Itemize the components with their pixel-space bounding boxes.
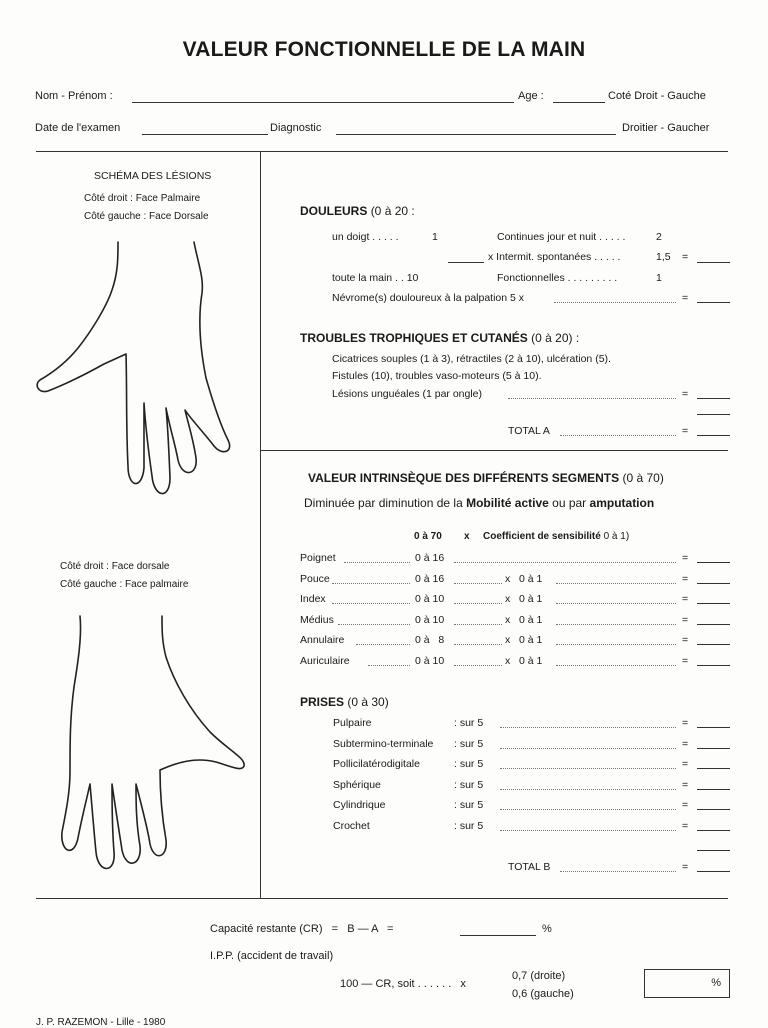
dot-leader bbox=[454, 562, 676, 563]
dot-leader bbox=[556, 583, 676, 584]
ipp-result-box[interactable] bbox=[644, 969, 730, 998]
troubles-extra-field[interactable] bbox=[697, 414, 730, 415]
prises-title: PRISES bbox=[300, 695, 345, 709]
cote-label: Coté Droit - Gauche bbox=[608, 90, 706, 102]
dot-leader bbox=[500, 748, 676, 749]
prise-name: Subtermino-terminale bbox=[333, 737, 434, 750]
equals-sign: = bbox=[682, 778, 689, 791]
col-head-coef-range: 0 à 1) bbox=[603, 531, 630, 542]
prise-sur: : sur 5 bbox=[454, 717, 484, 729]
troubles-line2: Fistules (10), troubles vaso-moteurs (5 à 10). bbox=[332, 370, 542, 382]
prise-sur: : sur 5 bbox=[454, 758, 484, 771]
douleurs-main: toute la main . . 10 bbox=[332, 272, 419, 284]
douleurs-fonctionnelles-value: 1 bbox=[656, 272, 662, 284]
equals-sign: = bbox=[682, 572, 689, 585]
douleurs-heading bbox=[300, 204, 415, 218]
dot-leader bbox=[332, 583, 410, 584]
segment-range: 0 à 10 bbox=[415, 593, 445, 606]
dot-leader bbox=[556, 644, 676, 645]
douleurs-fonctionnelles: Fonctionnelles . . . . . . . . . bbox=[497, 272, 618, 284]
capacite-field[interactable] bbox=[460, 935, 536, 936]
prise-sur: : sur 5 bbox=[454, 737, 484, 750]
segments-range: (0 à 70) bbox=[622, 471, 664, 485]
segment-name: Pouce bbox=[300, 572, 330, 585]
prises-range: (0 à 30) bbox=[347, 695, 389, 709]
prise-result-field[interactable] bbox=[697, 789, 730, 790]
prise-name: Pollicilatérodigitale bbox=[333, 758, 420, 771]
douleurs-continues: Continues jour et nuit . . . . . bbox=[497, 231, 626, 243]
equals-sign: = bbox=[682, 799, 689, 812]
segment-result-field[interactable] bbox=[697, 624, 730, 625]
equals-sign: = bbox=[682, 613, 689, 626]
dot-leader bbox=[338, 624, 410, 625]
subtitle-pre: Diminuée par diminution de la bbox=[304, 496, 463, 510]
equals-sign: = bbox=[682, 425, 689, 437]
prise-result-field[interactable] bbox=[697, 727, 730, 728]
prise-sur: : sur 5 bbox=[454, 778, 484, 791]
prise-sur: : sur 5 bbox=[454, 799, 484, 812]
dot-leader bbox=[454, 603, 502, 604]
dot-leader bbox=[368, 665, 410, 666]
capacite-label: Capacité restante (CR) = B — A = bbox=[210, 923, 394, 935]
troubles-title: TROUBLES TROPHIQUES ET CUTANÉS bbox=[300, 331, 528, 345]
douleurs-doigt-value: 1 bbox=[432, 231, 438, 243]
dot-leader bbox=[500, 809, 676, 810]
segment-result-field[interactable] bbox=[697, 583, 730, 584]
equals-sign: = bbox=[682, 717, 689, 729]
troubles-result-field[interactable] bbox=[697, 398, 730, 399]
douleurs-doigt: un doigt . . . . . bbox=[332, 231, 399, 243]
schema-top-line1: Côté droit : Face Palmaire bbox=[84, 193, 201, 204]
equals-sign: = bbox=[682, 655, 689, 667]
equals-sign: = bbox=[682, 388, 689, 400]
douleurs-title: DOULEURS bbox=[300, 204, 368, 218]
segment-range: 0 à 16 bbox=[415, 552, 445, 564]
capacite-percent: % bbox=[542, 923, 552, 935]
dot-leader bbox=[508, 398, 676, 399]
equals-sign: = bbox=[682, 820, 689, 832]
col-head-coef-label: Coefficient de sensibilité bbox=[483, 531, 601, 542]
equals-sign: = bbox=[682, 292, 689, 304]
total-b-label: TOTAL B bbox=[508, 861, 551, 873]
total-a-label: TOTAL A bbox=[508, 425, 550, 437]
segment-range: 0 à 8 bbox=[415, 634, 445, 647]
segment-result-field[interactable] bbox=[697, 603, 730, 604]
date-field[interactable] bbox=[142, 134, 268, 135]
segment-coef: x 0 à 1 bbox=[505, 655, 543, 667]
prise-name: Sphérique bbox=[333, 778, 381, 791]
credit: J. P. RAZEMON - Lille - 1980 bbox=[36, 1017, 166, 1028]
segment-name: Annulaire bbox=[300, 634, 345, 647]
equals-sign: = bbox=[682, 552, 689, 564]
prises-extra-field[interactable] bbox=[697, 850, 730, 851]
douleurs-intermit: x Intermit. spontanées . . . . . bbox=[488, 251, 621, 263]
dot-leader bbox=[556, 665, 676, 666]
segment-range: 0 à 16 bbox=[415, 572, 445, 585]
segments-heading bbox=[308, 471, 664, 485]
segment-range: 0 à 10 bbox=[415, 613, 445, 626]
date-label: Date de l'examen bbox=[35, 122, 121, 134]
col-head-x: x bbox=[464, 531, 470, 542]
nom-field[interactable] bbox=[132, 102, 514, 103]
segment-name: Index bbox=[300, 593, 326, 606]
troubles-range: (0 à 20) : bbox=[531, 331, 580, 345]
segment-coef: x 0 à 1 bbox=[505, 572, 543, 585]
subtitle-mid: ou par bbox=[552, 496, 587, 510]
age-field[interactable] bbox=[553, 102, 605, 103]
dot-leader bbox=[500, 768, 676, 769]
header-divider bbox=[36, 151, 728, 152]
segment-result-field[interactable] bbox=[697, 562, 730, 563]
ipp-result-percent: % bbox=[711, 977, 721, 989]
hand-outline-icon bbox=[30, 238, 240, 503]
dot-leader bbox=[356, 644, 410, 645]
troubles-line1: Cicatrices souples (1 à 3), rétractiles (2 à 10), ulcération (5). bbox=[332, 353, 611, 365]
segment-result-field[interactable] bbox=[697, 665, 730, 666]
douleurs-nevrome: Névrome(s) douloureux à la palpation 5 x bbox=[332, 292, 525, 304]
hand-outline-dorsal-icon bbox=[30, 612, 260, 880]
prise-name: Crochet bbox=[333, 820, 370, 832]
prise-result-field[interactable] bbox=[697, 768, 730, 769]
col-head-coef bbox=[483, 531, 629, 542]
age-label: Age : bbox=[518, 90, 544, 102]
dot-leader bbox=[454, 583, 502, 584]
douleurs-intermit-value: 1,5 bbox=[656, 251, 671, 263]
schema-bottom-line2: Côté gauche : Face palmaire bbox=[60, 579, 189, 590]
prise-name: Pulpaire bbox=[333, 717, 372, 729]
prise-name: Cylindrique bbox=[333, 799, 386, 812]
segment-name: Poignet bbox=[300, 552, 336, 564]
schema-title: SCHÉMA DES LÉSIONS bbox=[94, 170, 212, 182]
footer-divider bbox=[36, 898, 728, 899]
ipp-gauche: 0,6 (gauche) bbox=[512, 988, 574, 1000]
troubles-heading bbox=[300, 331, 579, 345]
prise-sur: : sur 5 bbox=[454, 820, 484, 832]
dot-leader bbox=[556, 624, 676, 625]
douleurs-result-field-1[interactable] bbox=[697, 262, 730, 263]
diagnostic-field[interactable] bbox=[336, 134, 616, 135]
section-divider bbox=[260, 450, 728, 451]
prise-result-field[interactable] bbox=[697, 748, 730, 749]
douleurs-range: (0 à 20 : bbox=[370, 204, 415, 218]
dot-leader bbox=[344, 562, 410, 563]
prise-result-field[interactable] bbox=[697, 830, 730, 831]
troubles-line3: Lésions unguéales (1 par ongle) bbox=[332, 388, 483, 400]
equals-sign: = bbox=[682, 634, 689, 647]
douleurs-type-field[interactable] bbox=[448, 262, 484, 263]
segment-name: Médius bbox=[300, 613, 334, 626]
subtitle-amputation: amputation bbox=[589, 496, 655, 510]
douleurs-continues-value: 2 bbox=[656, 231, 662, 243]
ipp-label: I.P.P. (accident de travail) bbox=[210, 950, 334, 962]
prise-result-field[interactable] bbox=[697, 809, 730, 810]
segment-result-field[interactable] bbox=[697, 644, 730, 645]
column-divider bbox=[260, 151, 261, 899]
segments-title: VALEUR INTRINSÈQUE DES DIFFÉRENTS SEGMENTS bbox=[308, 471, 620, 485]
total-b-field[interactable] bbox=[697, 871, 730, 872]
dot-leader bbox=[500, 727, 676, 728]
dot-leader bbox=[560, 435, 676, 436]
segment-coef: x 0 à 1 bbox=[505, 634, 543, 647]
dot-leader bbox=[560, 871, 676, 872]
dot-leader bbox=[454, 665, 502, 666]
segments-subtitle bbox=[304, 496, 654, 510]
diagnostic-label: Diagnostic bbox=[270, 122, 322, 134]
prises-heading bbox=[300, 695, 389, 709]
dot-leader bbox=[500, 789, 676, 790]
total-a-field[interactable] bbox=[697, 435, 730, 436]
nom-label: Nom - Prénom : bbox=[35, 90, 113, 102]
equals-sign: = bbox=[682, 251, 689, 263]
ipp-formula: 100 — CR, soit . . . . . . x bbox=[340, 978, 466, 990]
segment-name: Auriculaire bbox=[300, 655, 350, 667]
dot-leader bbox=[554, 302, 676, 303]
segment-range: 0 à 10 bbox=[415, 655, 445, 667]
dot-leader bbox=[454, 624, 502, 625]
col-head-range: 0 à 70 bbox=[414, 531, 442, 542]
ipp-droite: 0,7 (droite) bbox=[512, 970, 566, 982]
schema-bottom-line1: Côté droit : Face dorsale bbox=[60, 561, 170, 572]
douleurs-result-field-2[interactable] bbox=[697, 302, 730, 303]
segment-coef: x 0 à 1 bbox=[505, 593, 543, 606]
dot-leader bbox=[556, 603, 676, 604]
dot-leader bbox=[454, 644, 502, 645]
segment-coef: x 0 à 1 bbox=[505, 613, 543, 626]
dot-leader bbox=[500, 830, 676, 831]
page-title: VALEUR FONCTIONNELLE DE LA MAIN bbox=[182, 38, 586, 61]
schema-top-line2: Côté gauche : Face Dorsale bbox=[84, 211, 209, 222]
equals-sign: = bbox=[682, 861, 689, 873]
equals-sign: = bbox=[682, 593, 689, 606]
droitier-label: Droitier - Gaucher bbox=[622, 122, 710, 134]
equals-sign: = bbox=[682, 758, 689, 771]
equals-sign: = bbox=[682, 737, 689, 750]
subtitle-mobilite: Mobilité active bbox=[466, 496, 549, 510]
dot-leader bbox=[332, 603, 410, 604]
